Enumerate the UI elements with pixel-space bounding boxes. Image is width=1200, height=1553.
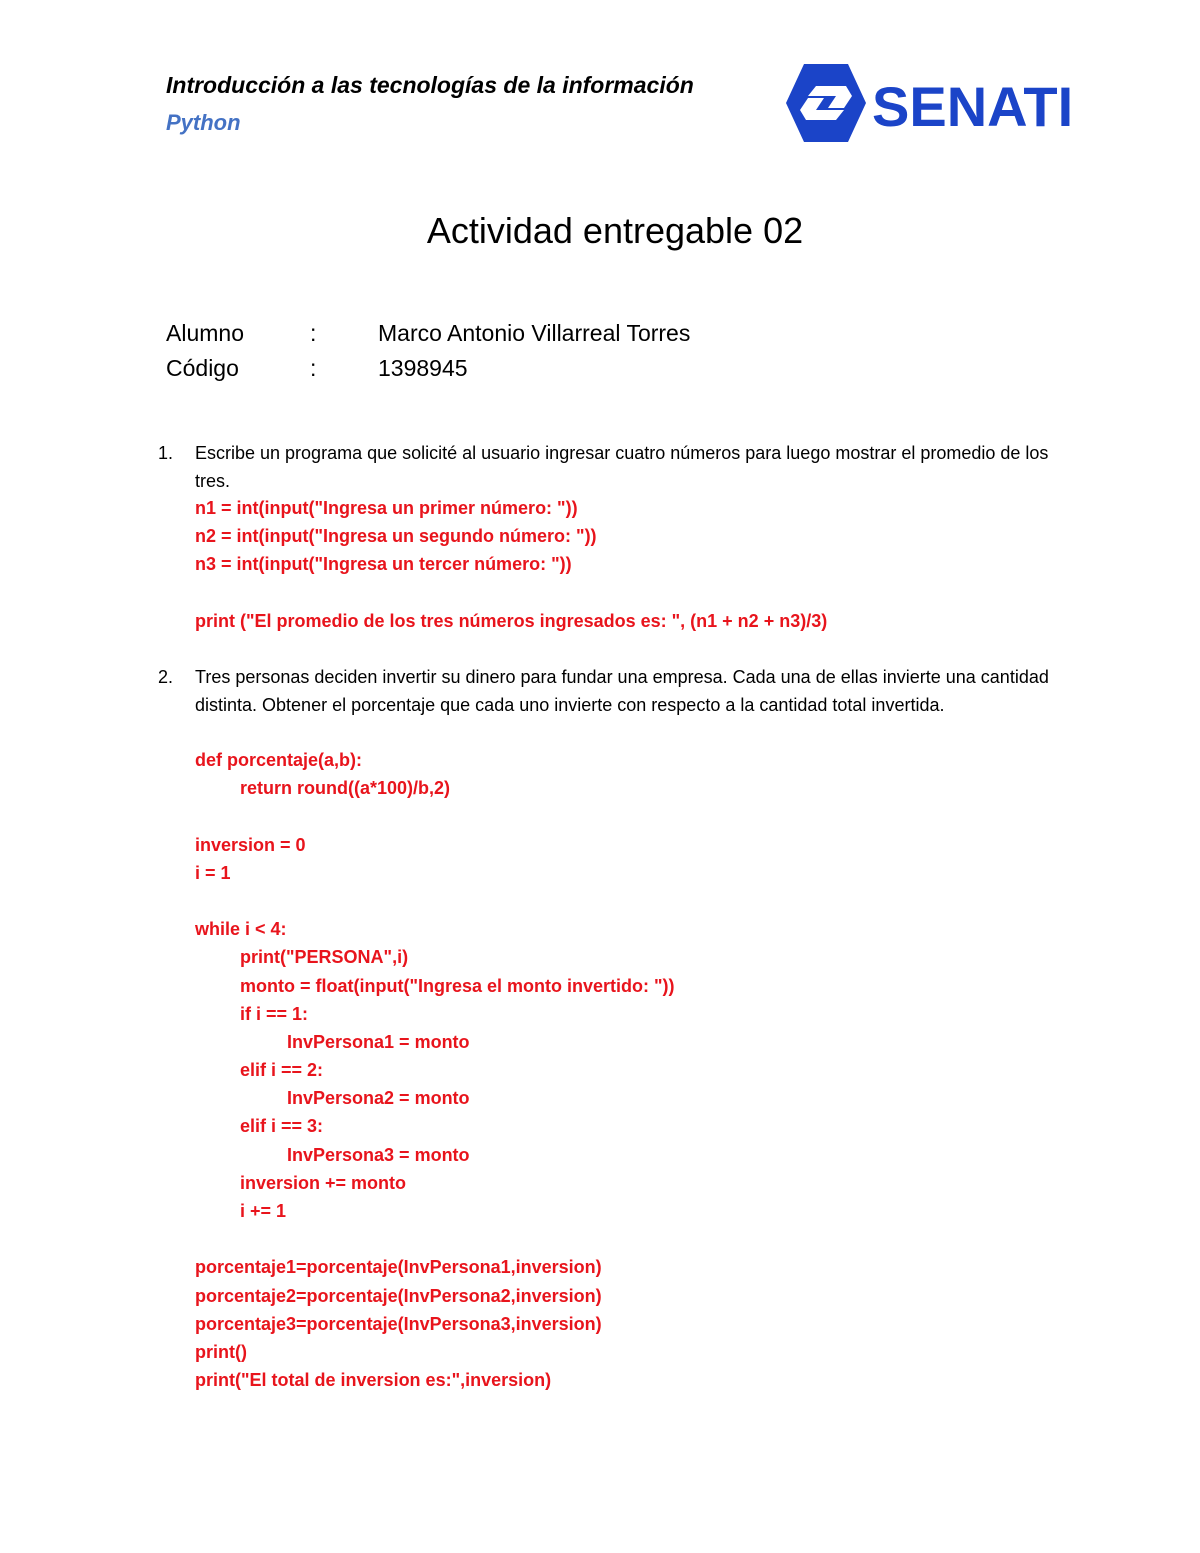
student-name-separator: : <box>310 320 317 346</box>
code-line: if i == 1: <box>240 1003 309 1024</box>
code-blank-line <box>195 579 827 607</box>
code-block-1 <box>195 494 827 635</box>
code-line: n2 = int(input("Ingresa un segundo número: ")) <box>195 526 597 547</box>
course-title: Introducción a las tecnologías de la información <box>166 72 694 98</box>
code-blank-line <box>195 1225 675 1253</box>
code-line: print ("El promedio de los tres números ingresados es: ", (n1 + n2 + n3)/3) <box>195 610 828 631</box>
code-line: n3 = int(input("Ingresa un tercer número: ")) <box>195 554 572 575</box>
code-line: print() <box>195 1341 247 1362</box>
student-code-label: Código <box>166 355 239 381</box>
code-line: porcentaje3=porcentaje(InvPersona3,inversion) <box>195 1313 602 1334</box>
document-title: Actividad entregable 02 <box>426 210 804 251</box>
code-line: monto = float(input("Ingresa el monto invertido: ")) <box>240 975 675 996</box>
code-blank-line <box>195 802 675 830</box>
question-text: Tres personas deciden invertir su dinero para fundar una empresa. Cada una de ellas invierte una cantidad distinta. Obtener el porcentaje que cada uno invierte con respecto a la cantidad total invertida. <box>195 667 1049 715</box>
code-line: porcentaje1=porcentaje(InvPersona1,inversion) <box>195 1257 602 1278</box>
code-line: return round((a*100)/b,2) <box>240 778 451 799</box>
code-line: inversion = 0 <box>195 834 306 855</box>
student-code-separator: : <box>310 355 317 381</box>
code-line: elif i == 2: <box>240 1060 324 1081</box>
code-line: InvPersona2 = monto <box>287 1088 470 1109</box>
course-subject: Python <box>166 110 241 135</box>
logo-text: SENATI <box>872 75 1074 138</box>
code-line: n1 = int(input("Ingresa un primer número: ")) <box>195 498 578 518</box>
code-block-2 <box>195 746 675 1394</box>
code-line: inversion += monto <box>240 1172 407 1193</box>
senati-logo <box>782 62 1082 144</box>
question-number: 2. <box>158 667 174 687</box>
code-line: while i < 4: <box>195 919 287 940</box>
student-name-label: Alumno <box>166 320 244 346</box>
student-code-value: 1398945 <box>378 355 468 381</box>
code-line: print("El total de inversion es:",inversion) <box>195 1370 552 1391</box>
code-line: elif i == 3: <box>240 1116 324 1137</box>
question-text: Escribe un programa que solicité al usuario ingresar cuatro números para luego mostrar el promedio de los tres. <box>195 443 1049 491</box>
code-line: InvPersona3 = monto <box>287 1144 470 1165</box>
question-number: 1. <box>158 443 174 463</box>
code-line: porcentaje2=porcentaje(InvPersona2,inversion) <box>195 1285 602 1306</box>
student-name-value: Marco Antonio Villarreal Torres <box>378 320 691 346</box>
code-line: print("PERSONA",i) <box>240 947 409 968</box>
code-blank-line <box>195 887 675 915</box>
code-line: InvPersona1 = monto <box>287 1031 470 1052</box>
code-line: i = 1 <box>195 862 231 883</box>
code-line: i += 1 <box>240 1201 287 1221</box>
code-line: def porcentaje(a,b): <box>195 750 363 770</box>
